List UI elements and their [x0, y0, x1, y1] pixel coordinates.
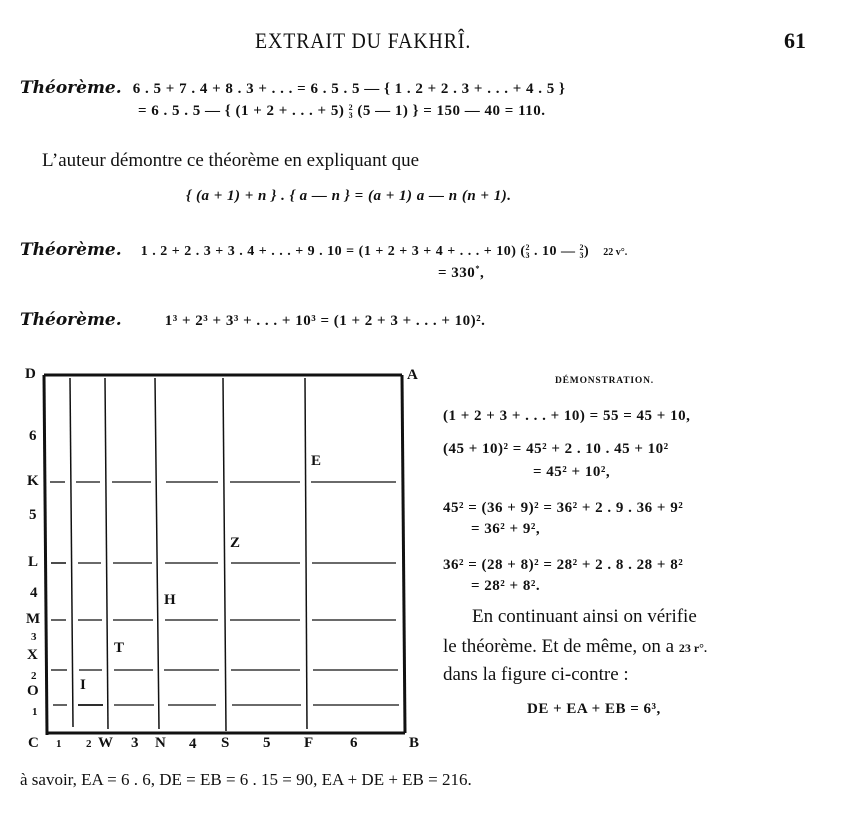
bottom-label-6: 6 — [350, 735, 358, 751]
vertical-line-1 — [70, 378, 73, 727]
fraction: 2 3 — [348, 102, 354, 120]
demonstration-heading: DÉMONSTRATION. — [555, 376, 654, 386]
point-label-z: Z — [230, 535, 241, 551]
theorem-2-line-2: = 330*, — [438, 264, 485, 281]
theorem-1-line-2-b: (5 — 1) } = 150 — 40 = 110. — [357, 103, 546, 119]
bottom-label-4: 4 — [189, 736, 197, 752]
proof-intro: L’auteur démontre ce théorème en expliquant que — [42, 150, 420, 171]
theorem-3 — [20, 310, 485, 330]
bottom-label-1: 1 — [56, 738, 62, 750]
left-label-5: 5 — [29, 507, 37, 523]
demonstration-line-5: = 36² + 9², — [471, 521, 541, 537]
bottom-label-s: S — [221, 735, 230, 751]
label-a: A — [407, 367, 418, 383]
bottom-label-5: 5 — [263, 735, 271, 751]
point-label-t: T — [114, 640, 125, 656]
conclusion: à savoir, EA = 6 . 6, DE = EB = 6 . 15 = 90, EA + DE + EB = 216. — [20, 770, 472, 789]
marginal-note: 22 v°. — [603, 247, 628, 258]
vertical-line-s — [223, 378, 226, 731]
left-label-3: 3 — [31, 631, 37, 643]
frame-left — [44, 375, 47, 735]
theorem-1-line-2-a: = 6 . 5 . 5 — { (1 + 2 + . . . + 5) — [138, 103, 345, 119]
demonstration-line-6: 36² = (28 + 8)² = 28² + 2 . 8 . 28 + 8² — [443, 557, 684, 573]
vertical-line-n — [155, 378, 159, 729]
left-label-4: 4 — [30, 585, 38, 601]
left-label-6: 6 — [29, 428, 37, 444]
figure-square — [0, 365, 420, 755]
label-c: C — [28, 735, 39, 751]
demonstration-line-2: (45 + 10)² = 45² + 2 . 10 . 45 + 10² — [443, 441, 669, 457]
paragraph-line-3: dans la figure ci-contre : — [443, 664, 629, 685]
theorem-1-line-2 — [138, 103, 546, 120]
paragraph-line-1: En continuant ainsi on vérifie — [472, 606, 697, 627]
left-label-k: K — [27, 473, 39, 489]
left-label-x: X — [27, 647, 38, 663]
bottom-label-w: W — [98, 735, 113, 751]
label-b: B — [409, 735, 420, 751]
left-label-2: 2 — [31, 670, 37, 682]
frame-right — [402, 375, 405, 733]
bottom-label-n: N — [155, 735, 166, 751]
running-title: EXTRAIT DU FAKHRÎ. — [255, 28, 472, 53]
paragraph-line-2: le théorème. Et de même, on a 23 r°. — [443, 636, 707, 657]
label-d: D — [25, 366, 36, 382]
demonstration-line-4: 45² = (36 + 9)² = 36² + 2 . 9 . 36 + 9² — [443, 500, 684, 516]
theorem-label: Théorème. — [20, 240, 122, 260]
vertical-line-f — [305, 378, 307, 729]
demonstration-line-7: = 28² + 8². — [471, 578, 541, 594]
theorem-3-formula: 1³ + 2³ + 3³ + . . . + 10³ = (1 + 2 + 3 + . . . + 10)². — [164, 313, 486, 329]
theorem-1 — [20, 78, 565, 98]
bottom-label-f: F — [304, 735, 314, 751]
equation-de-ea-eb: DE + EA + EB = 6³, — [527, 701, 661, 717]
bottom-label-2: 2 — [86, 738, 92, 750]
point-label-i: I — [80, 677, 86, 693]
demonstration-line-3: = 45² + 10², — [533, 464, 611, 480]
theorem-label: Théorème. — [20, 310, 122, 330]
marginal-note: 23 r°. — [678, 641, 707, 655]
theorem-1-line-1: 6 . 5 + 7 . 4 + 8 . 3 + . . . = 6 . 5 . 5 — { 1 . 2 + 2 . 3 + . . . + 4 . 5 } — [132, 81, 566, 97]
identity: { (a + 1) + n } . { a — n } = (a + 1) a — n (n + 1). — [186, 188, 512, 204]
theorem-2-line-1: 1 . 2 + 2 . 3 + 3 . 4 + . . . + 9 . 10 = (1 + 2 + 3 + 4 + . . . + 10) (2 3 . 10 — 2 3) — [140, 242, 590, 260]
theorem-label: Théorème. — [20, 78, 122, 98]
point-label-h: H — [164, 592, 176, 608]
left-label-l: L — [28, 554, 39, 570]
theorem-2 — [20, 240, 627, 260]
bottom-label-3: 3 — [131, 735, 139, 751]
vertical-line-w — [105, 378, 108, 729]
figure-diagram — [0, 365, 420, 755]
left-label-m: M — [26, 611, 41, 627]
demonstration-line-1: (1 + 2 + 3 + . . . + 10) = 55 = 45 + 10, — [443, 408, 691, 424]
page-number: 61 — [784, 28, 806, 53]
left-label-o: O — [27, 683, 39, 699]
point-label-e: E — [311, 453, 322, 469]
left-label-1: 1 — [32, 706, 38, 718]
